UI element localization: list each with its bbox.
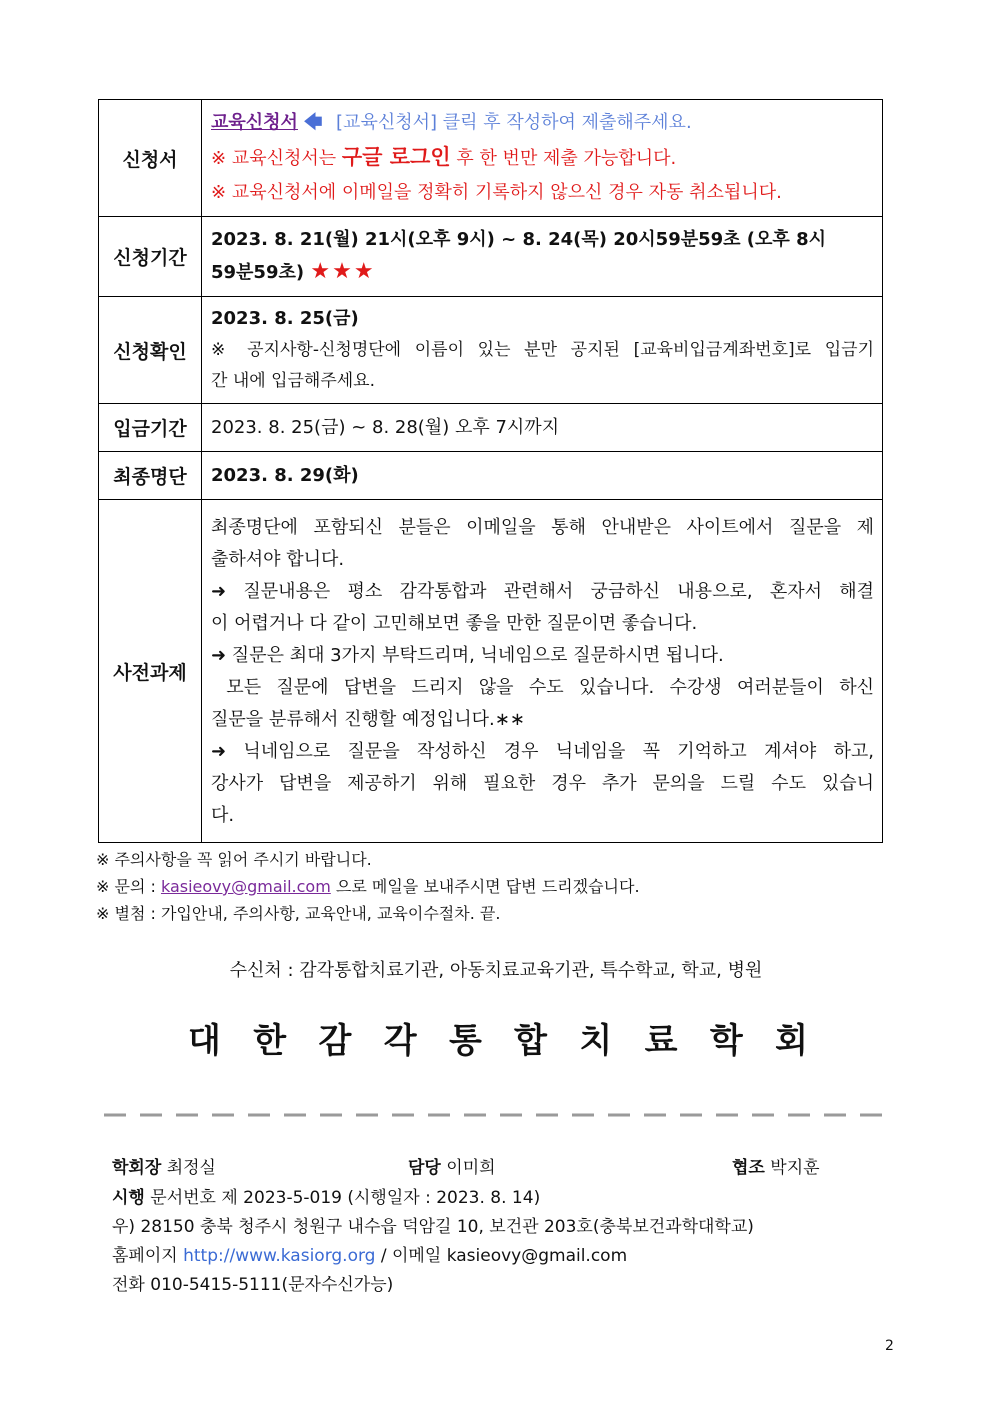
- table-row: [99, 100, 883, 217]
- org-char: 대: [188, 1021, 221, 1061]
- org-char: 각: [383, 1021, 417, 1061]
- period-cell: [202, 217, 883, 297]
- manager-name: 이미희: [446, 1158, 496, 1178]
- preassignment-line: 최종명단에 포함되신 분들은 이메일을 통해 안내받은 사이트에서 질문을 제: [211, 517, 874, 538]
- preassignment-line: 출하셔야 합니다.: [211, 549, 345, 570]
- doc-number-line: [112, 1184, 754, 1213]
- org-char: 통: [448, 1021, 482, 1061]
- org-char: 학: [709, 1021, 743, 1061]
- table-row: [99, 297, 883, 404]
- application-instruction: [교육신청서] 클릭 후 작성하여 제출해주세요.: [336, 112, 692, 133]
- notes-section: [96, 846, 640, 927]
- row-label-application: 신청서: [99, 100, 202, 217]
- preassignment-cell: [202, 500, 883, 843]
- email-cancel-note: ※ 교육신청서에 이메일을 정확히 기록하지 않으신 경우 자동 취소됩니다.: [211, 182, 782, 203]
- preassignment-line: 강사가 답변을 제공하기 위해 필요한 경우 추가 문의을 드릴 수도 있습니: [211, 773, 874, 794]
- application-cell: [202, 100, 883, 217]
- preassignment-line: 다.: [211, 805, 235, 826]
- dashed-divider: [104, 1112, 886, 1118]
- note-inquiry: ※ 문의 : kasieovy@gmail.com 으로 메일을 보내주시면 답변 드리겠습니다.: [96, 877, 640, 896]
- row-label-period: 신청기간: [99, 217, 202, 297]
- footer-info: [112, 1184, 754, 1300]
- google-login-emphasis: 구글 로그인: [341, 145, 451, 169]
- phone: 전화 010-5415-5111(문자수신가능): [112, 1275, 394, 1295]
- preassignment-line: 질문을 분류해서 진행할 예정입니다.∗∗: [211, 709, 525, 730]
- homepage-link[interactable]: http://www.kasiorg.org: [183, 1246, 376, 1266]
- star-icon: ★★★: [310, 259, 376, 284]
- org-char: 치: [579, 1021, 613, 1061]
- org-char: 감: [318, 1021, 352, 1061]
- row-label-confirm: 신청확인: [99, 297, 202, 404]
- doc-number: 문서번호 제 2023-5-019 (시행일자 : 2023. 8. 14): [150, 1188, 541, 1208]
- org-char: 합: [514, 1021, 548, 1061]
- president-label: 학회장: [112, 1158, 162, 1178]
- homepage-line: 홈페이지 http://www.kasiorg.org / 이메일 kasieovy@gmail.com: [112, 1246, 628, 1266]
- preassignment-line: ➜ 닉네임으로 질문을 작성하신 경우 닉네임을 꼭 기억하고 계셔야 하고,: [211, 741, 874, 762]
- coop-name: 박지훈: [770, 1158, 820, 1178]
- row-label-payment: 입금기간: [99, 404, 202, 452]
- org-char: 회: [775, 1021, 808, 1061]
- final-list-date: 2023. 8. 29(화): [202, 452, 883, 500]
- recipients: 수신처 : 감각통합치료기관, 아동치료교육기관, 특수학교, 학교, 병원: [229, 960, 763, 981]
- table-row: [99, 452, 883, 500]
- payment-period: 2023. 8. 25(금) ~ 8. 28(월) 오후 7시까지: [202, 404, 883, 452]
- preassignment-line: 이 어렵거나 다 같이 고민해보면 좋을 만한 질문이면 좋습니다.: [211, 613, 698, 634]
- manager-label: 담당: [408, 1158, 441, 1178]
- confirm-cell: [202, 297, 883, 404]
- org-char: 한: [253, 1021, 287, 1061]
- arrow-left-icon: 🡄: [303, 112, 323, 133]
- table-row: [99, 500, 883, 843]
- organization-name: [188, 1013, 808, 1062]
- page-number: 2: [885, 1338, 894, 1354]
- table-row: [99, 404, 883, 452]
- confirm-note-line-2: 간 내에 입금해주세요.: [211, 371, 376, 391]
- row-label-final: 최종명단: [99, 452, 202, 500]
- coop-label: 협조: [732, 1158, 765, 1178]
- address: 우) 28150 충북 청주시 청원구 내수읍 덕암길 10, 보건관 203호(충북보건과학대학교): [112, 1217, 754, 1237]
- period-line-1: 2023. 8. 21(월) 21시(오후 9시) ~ 8. 24(목) 20시59분59초 (오후 8시: [211, 229, 826, 250]
- footer-email: kasieovy@gmail.com: [446, 1246, 628, 1266]
- application-form-link[interactable]: 교육신청서: [211, 112, 298, 133]
- preassignment-line: 모든 질문에 답변을 드리지 않을 수도 있습니다. 수강생 여러분들이 하신: [211, 677, 874, 698]
- google-login-note: ※ 교육신청서는 구글 로그인 후 한 번만 제출 가능합니다.: [211, 145, 677, 169]
- confirm-note-line-1: ※ 공지사항-신청명단에 이름이 있는 분만 공지된 [교육비입금계좌번호]로 입금기: [211, 340, 874, 360]
- enact-label: 시행: [112, 1188, 145, 1208]
- info-table: [98, 99, 883, 843]
- president-name: 최정실: [166, 1158, 216, 1178]
- period-line-2: 59분59초) ★★★: [211, 259, 376, 284]
- table-row: [99, 217, 883, 297]
- note-read-caution: ※ 주의사항을 꼭 읽어 주시기 바랍니다.: [96, 850, 372, 869]
- org-char: 료: [644, 1021, 678, 1061]
- row-label-preassignment: 사전과제: [99, 500, 202, 843]
- preassignment-line: ➜ 질문은 최대 3가지 부탁드리며, 닉네임으로 질문하시면 됩니다.: [211, 645, 724, 666]
- confirm-date: 2023. 8. 25(금): [211, 308, 359, 329]
- note-attachments: ※ 별첨 : 가입안내, 주의사항, 교육안내, 교육이수절차. 끝.: [96, 904, 501, 923]
- preassignment-line: ➜ 질문내용은 평소 감각통합과 관련해서 궁금하신 내용으로, 혼자서 해결: [211, 581, 874, 602]
- inquiry-email-link[interactable]: kasieovy@gmail.com: [160, 877, 331, 896]
